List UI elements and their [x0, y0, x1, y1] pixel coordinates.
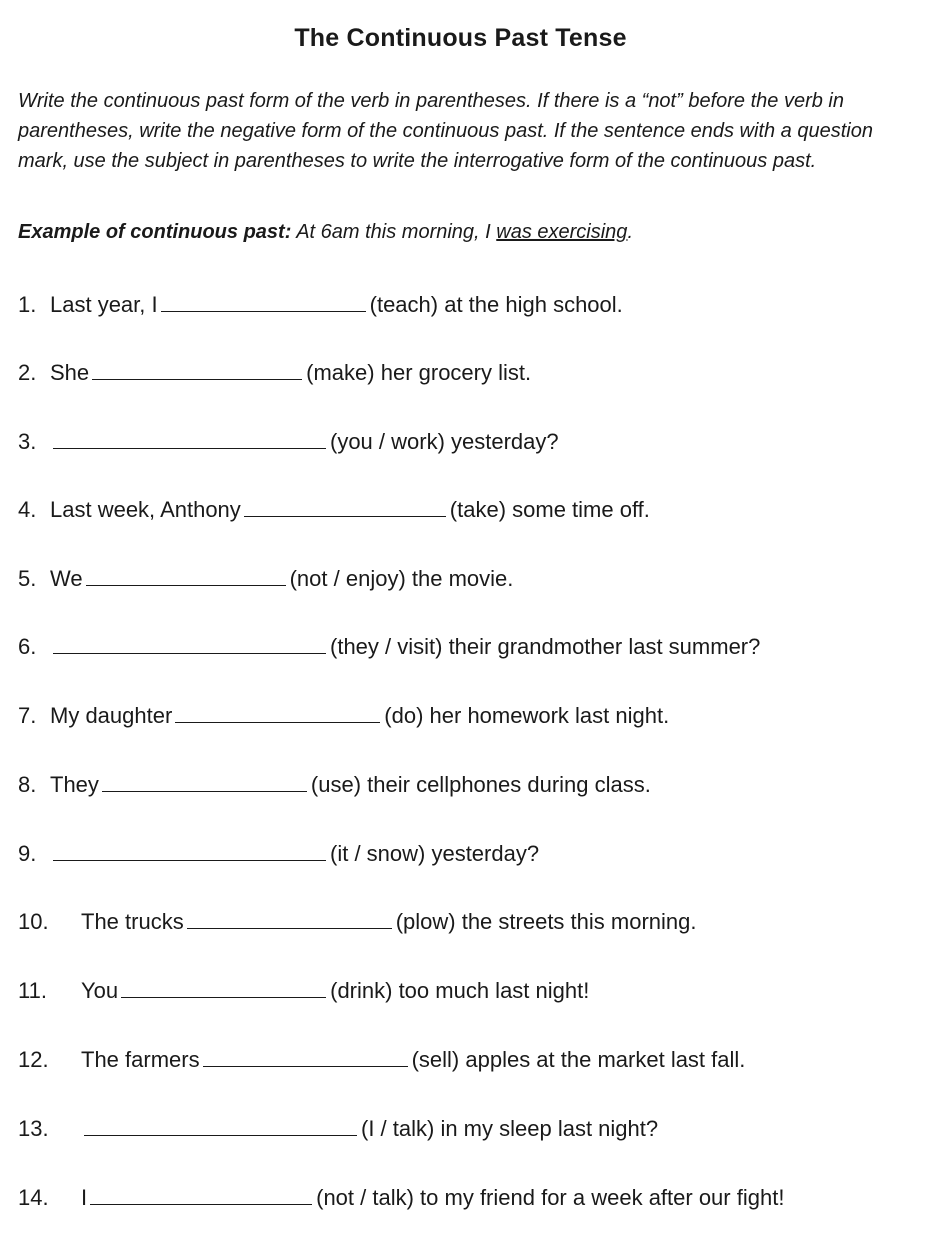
item-prefix: We	[50, 566, 83, 591]
exercise-item	[18, 426, 559, 458]
item-prefix: I	[81, 1185, 88, 1210]
exercise-item	[18, 563, 513, 595]
exercise-item	[18, 289, 623, 321]
item-prefix: Last week, Anthony	[50, 497, 241, 522]
item-number: 10.	[18, 909, 49, 934]
item-number: 7.	[18, 703, 37, 728]
answer-blank[interactable]	[102, 769, 307, 792]
answer-blank[interactable]	[203, 1044, 408, 1067]
worksheet-title: The Continuous Past Tense	[294, 24, 627, 52]
example-line	[18, 218, 918, 246]
item-number: 4.	[18, 497, 37, 522]
item-prefix: You	[81, 978, 119, 1003]
item-number: 2.	[18, 360, 37, 385]
exercise-item	[18, 357, 531, 389]
answer-blank[interactable]	[53, 426, 326, 449]
exercise-item	[18, 1113, 658, 1145]
item-prompt: (plow) the streets this morning.	[395, 909, 697, 934]
instructions-text: Write the continuous past form of the verb in parentheses. If there is a “not” before the verb in parentheses, write the negative form of the continuous past. If the sentence ends with a question mark, use the subject in parentheses to write the interrogative form of the continuous past.	[18, 90, 873, 172]
exercise-item	[18, 700, 669, 732]
item-prompt: (it / snow) yesterday?	[330, 841, 540, 866]
item-number: 14.	[18, 1185, 49, 1210]
exercise-item	[18, 838, 539, 870]
item-prompt: (use) their cellphones during class.	[310, 772, 651, 797]
item-number: 11.	[18, 978, 47, 1003]
item-prefix: Last year, I	[50, 292, 158, 317]
answer-blank[interactable]	[53, 631, 326, 654]
item-prompt: (you / work) yesterday?	[330, 429, 559, 454]
item-prompt: (not / talk) to my friend for a week after our fight!	[316, 1185, 785, 1210]
item-prompt: (they / visit) their grandmother last summer?	[330, 634, 761, 659]
answer-blank[interactable]	[175, 700, 380, 723]
item-number: 5.	[18, 566, 37, 591]
exercise-item	[18, 1182, 784, 1214]
answer-blank[interactable]	[161, 289, 366, 312]
item-number: 8.	[18, 772, 37, 797]
item-prefix: She	[50, 360, 90, 385]
example-label: Example of continuous past:	[18, 221, 292, 243]
item-prompt: (do) her homework last night.	[384, 703, 670, 728]
item-number: 13.	[18, 1116, 49, 1141]
item-prefix: The farmers	[81, 1047, 200, 1072]
exercise-item	[18, 494, 650, 526]
exercise-item	[18, 906, 696, 938]
item-number: 1.	[18, 292, 37, 317]
item-prompt: (drink) too much last night!	[330, 978, 590, 1003]
item-prompt: (teach) at the high school.	[369, 292, 623, 317]
item-prompt: (make) her grocery list.	[306, 360, 532, 385]
item-prompt: (sell) apples at the market last fall.	[411, 1047, 746, 1072]
answer-blank[interactable]	[84, 1113, 357, 1136]
item-number: 9.	[18, 841, 37, 866]
item-number: 3.	[18, 429, 37, 454]
example-suffix: .	[627, 221, 633, 243]
answer-blank[interactable]	[121, 975, 326, 998]
exercise-item	[18, 631, 760, 663]
answer-blank[interactable]	[53, 838, 326, 861]
exercise-item	[18, 769, 651, 801]
item-number: 6.	[18, 634, 37, 659]
answer-blank[interactable]	[187, 906, 392, 929]
exercise-item	[18, 975, 589, 1007]
item-prefix: My daughter	[50, 703, 173, 728]
item-prompt: (take) some time off.	[449, 497, 650, 522]
answer-blank[interactable]	[86, 563, 286, 586]
answer-blank[interactable]	[244, 494, 446, 517]
example-prefix: At 6am this morning, I	[296, 221, 497, 243]
item-prefix: They	[50, 772, 99, 797]
item-prompt: (not / enjoy) the movie.	[289, 566, 514, 591]
exercise-item	[18, 1044, 745, 1076]
answer-blank[interactable]	[92, 357, 302, 380]
example-answer: was exercising	[496, 221, 628, 243]
answer-blank[interactable]	[90, 1182, 312, 1205]
item-number: 12.	[18, 1047, 49, 1072]
item-prefix: The trucks	[81, 909, 184, 934]
item-prompt: (I / talk) in my sleep last night?	[361, 1116, 659, 1141]
